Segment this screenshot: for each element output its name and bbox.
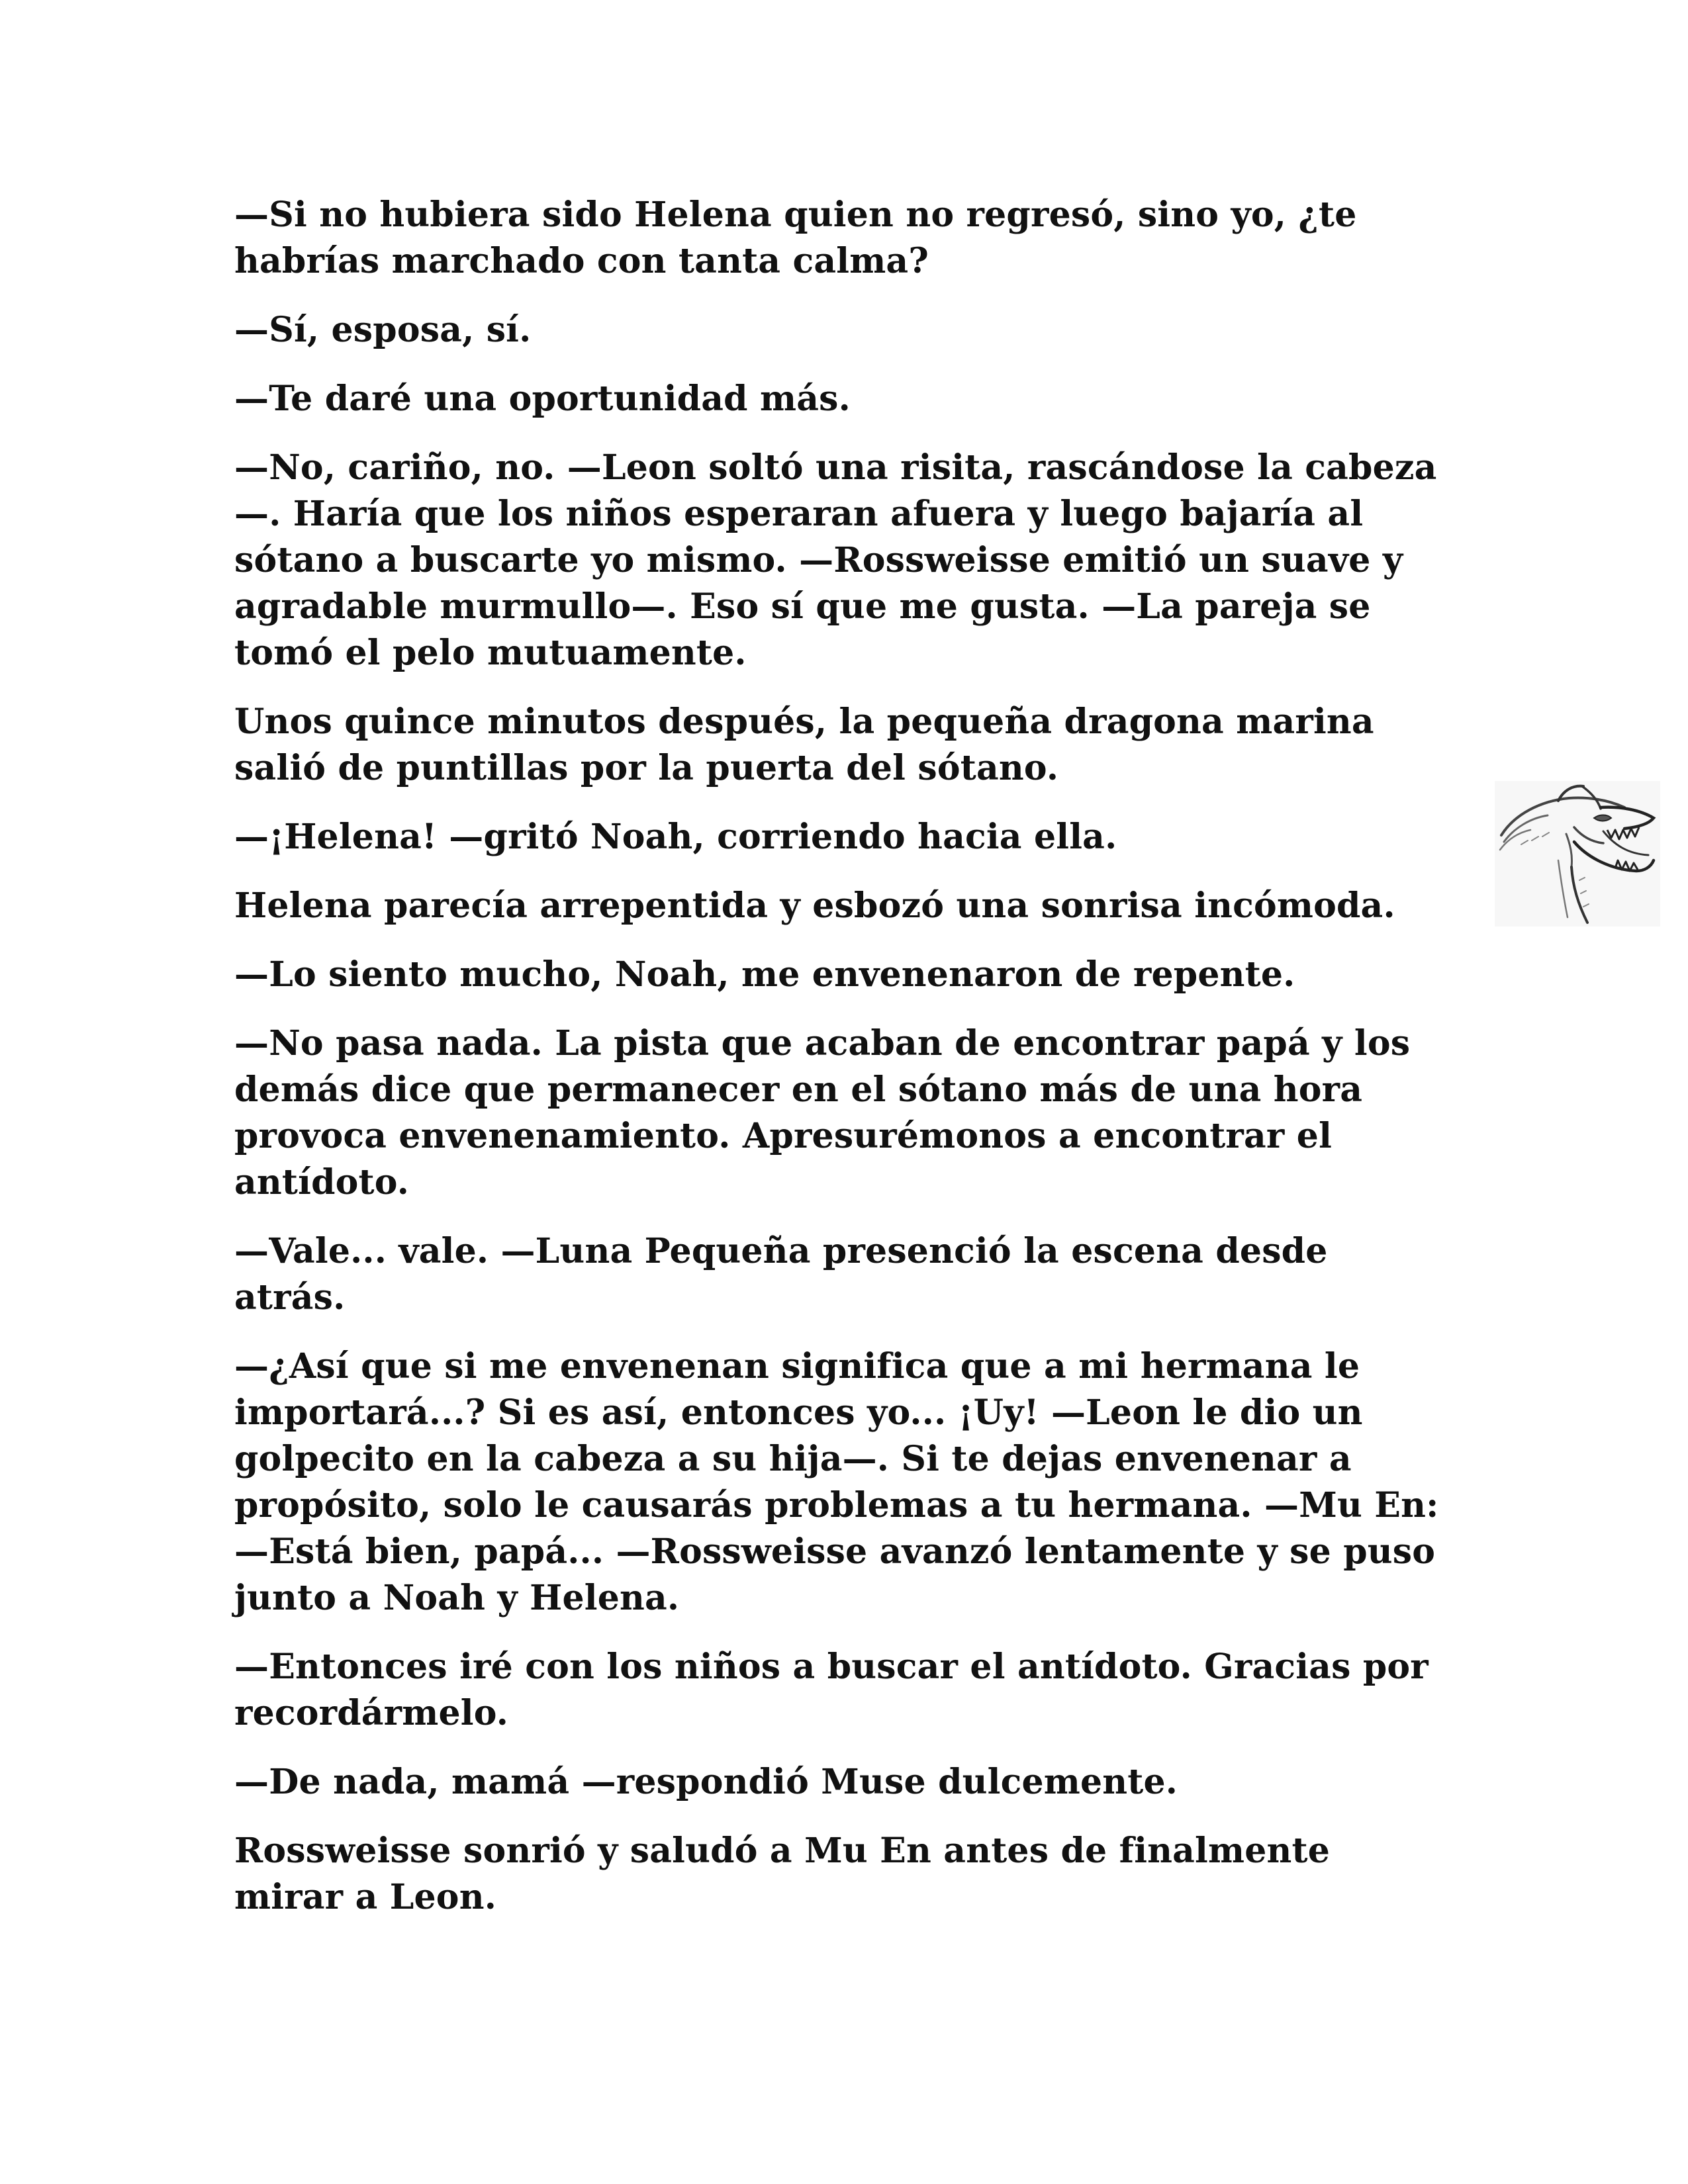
paragraph: —Te daré una oportunidad más. bbox=[234, 379, 851, 419]
text-body bbox=[234, 192, 1446, 1943]
paragraph: —Entonces iré con los niños a buscar el antídoto. Gracias por recordármelo. bbox=[234, 1647, 1429, 1733]
paragraph: —Sí, esposa, sí. bbox=[234, 310, 532, 350]
paragraph: —No, cariño, no. —Leon soltó una risita, rascándose la cabeza—. Haría que los niños esperaran afuera y luego bajaría al sótano a buscarte yo mismo. —Rossweisse emitió un suave y agradable murmullo—. Eso sí que me gusta. —La pareja se tomó el pelo mutuamente. bbox=[234, 447, 1437, 673]
paragraph: —Vale... vale. —Luna Pequeña presenció la escena desde atrás. bbox=[234, 1231, 1328, 1318]
paragraph: —No pasa nada. La pista que acaban de encontrar papá y los demás dice que permanecer en el sótano más de una hora provoca envenenamiento. Apresurémonos a encontrar el antídoto. bbox=[234, 1023, 1411, 1203]
paragraph: —Lo siento mucho, Noah, me envenenaron de repente. bbox=[234, 954, 1295, 995]
paragraph: —¿Así que si me envenenan significa que a mi hermana le importará...? Si es así, entonces yo... ¡Uy! —Leon le dio un golpecito en la cabeza a su hija—. Si te dejas envenenar a propósito, solo le causarás problemas a tu hermana. —Mu En: —Está bien, papá... —Rossweisse avanzó lentamente y se puso junto a Noah y Helena. bbox=[234, 1346, 1439, 1618]
paragraph: Unos quince minutos después, la pequeña dragona marina salió de puntillas por la puerta del sótano. bbox=[234, 702, 1374, 788]
paragraph: Rossweisse sonrió y saludó a Mu En antes de finalmente mirar a Leon. bbox=[234, 1831, 1331, 1917]
paragraph: —¡Helena! —gritó Noah, corriendo hacia ella. bbox=[234, 817, 1117, 857]
paragraph: —Si no hubiera sido Helena quien no regresó, sino yo, ¿te habrías marchado con tanta calma? bbox=[234, 195, 1357, 281]
paragraph: —De nada, mamá —respondió Muse dulcemente. bbox=[234, 1762, 1178, 1802]
paragraph: Helena parecía arrepentida y esbozó una sonrisa incómoda. bbox=[234, 886, 1395, 926]
dragon-head-sketch-icon bbox=[1495, 781, 1660, 927]
